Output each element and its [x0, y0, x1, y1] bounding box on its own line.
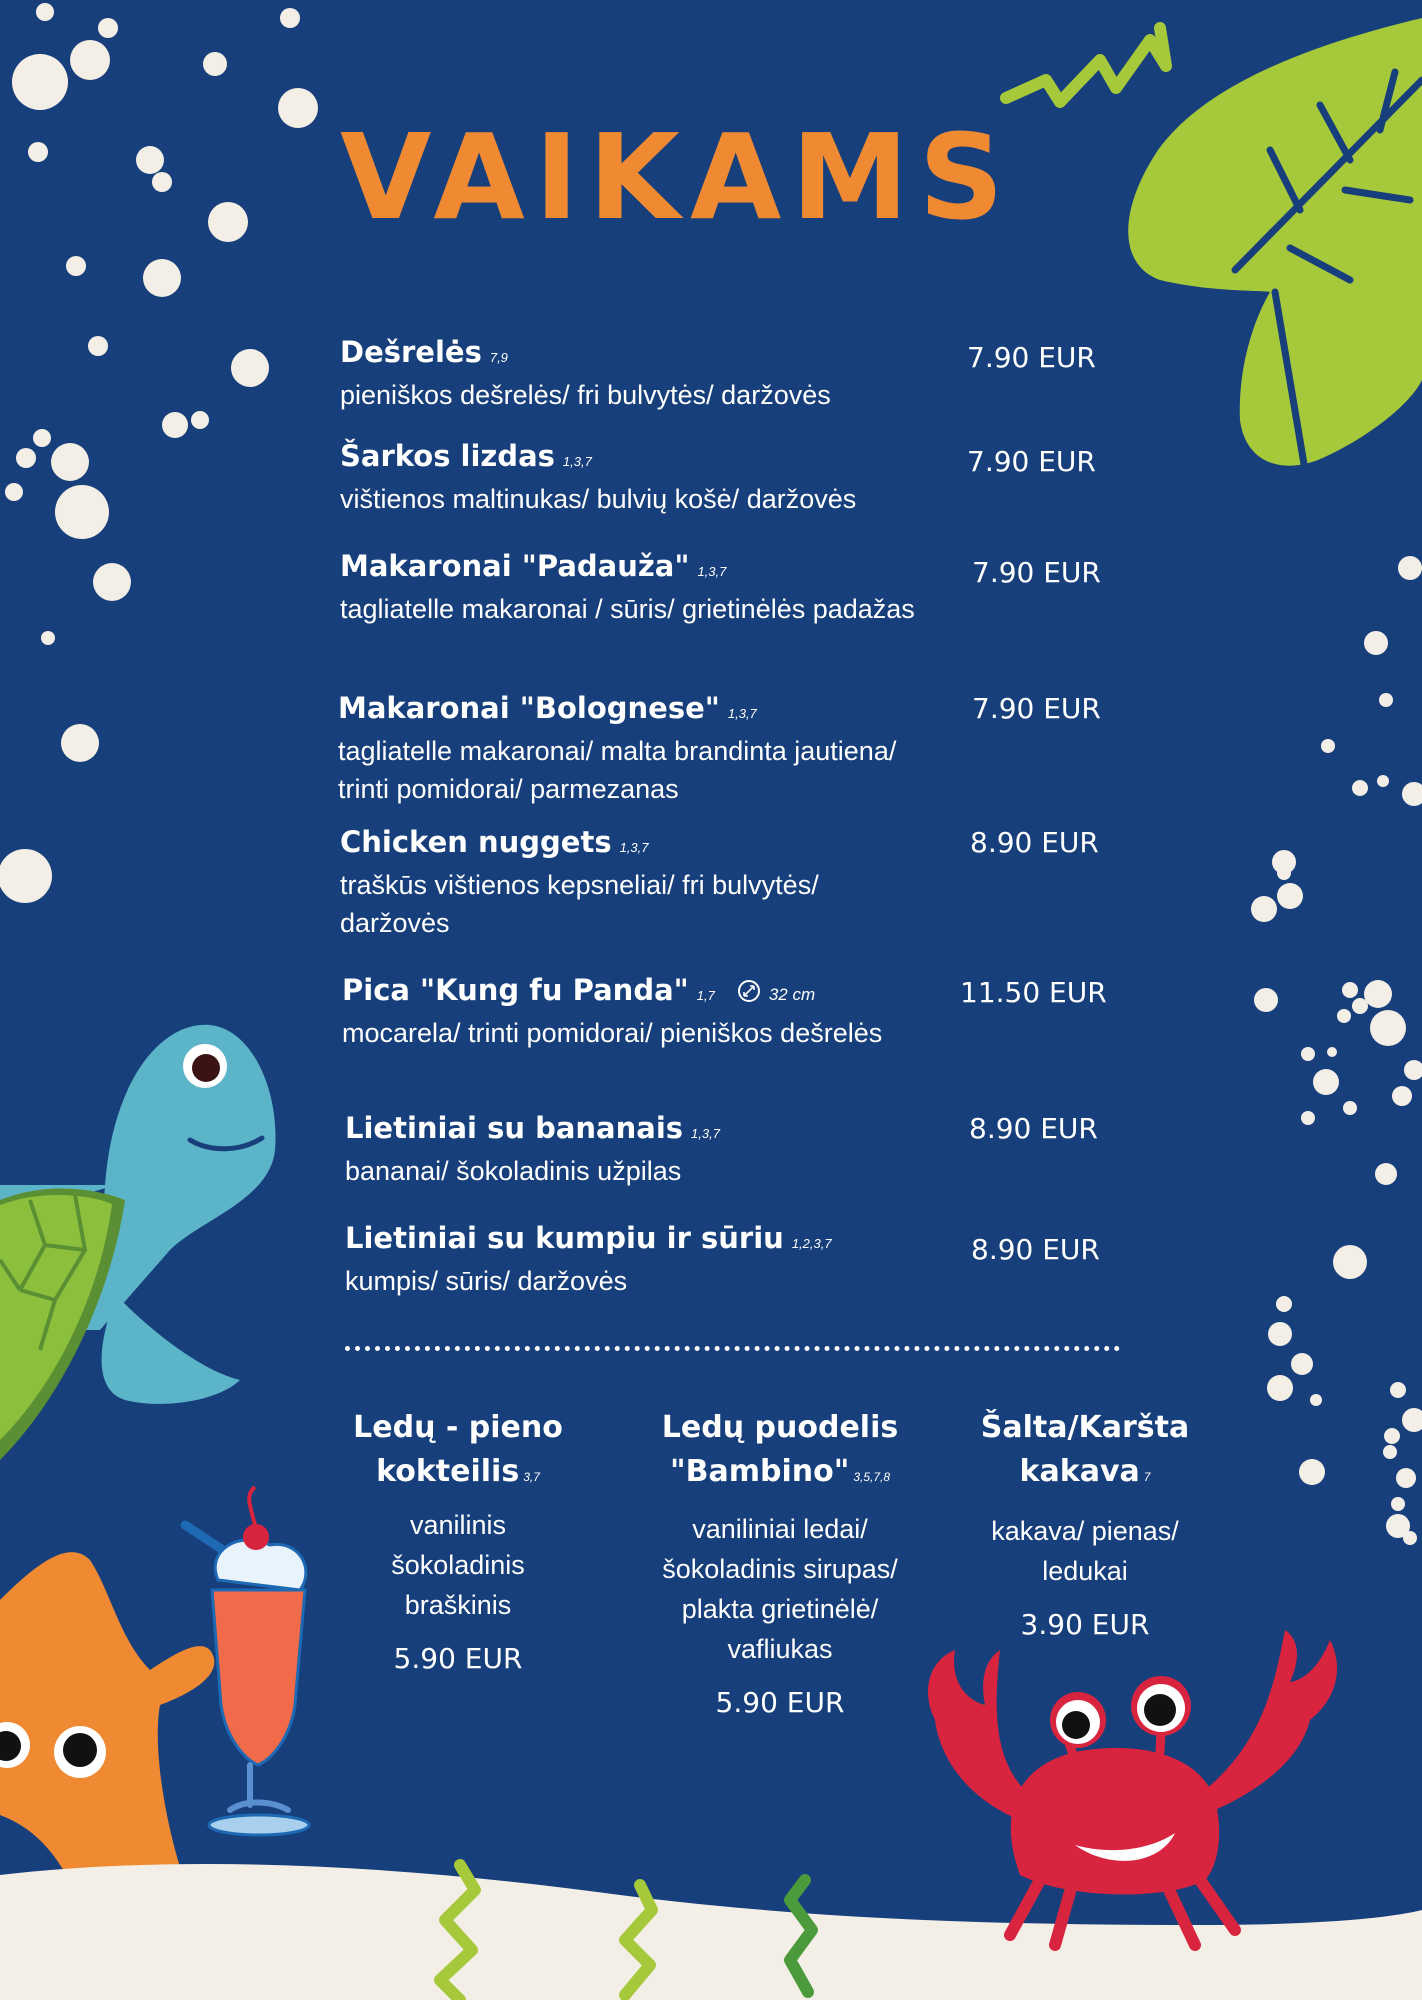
allergen-codes: 1,2,3,7 [791, 1236, 832, 1251]
drink-description: kakava/ pienas/ ledukai [991, 1516, 1179, 1586]
drink-cocoa [950, 1406, 1220, 1645]
item-name: Makaronai "Padauža" [340, 549, 690, 583]
item-name: Lietiniai su bananais [345, 1111, 684, 1145]
allergen-codes: 1,3,7 [697, 564, 727, 579]
item-description: tagliatelle makaronai/ malta brandinta jautiena/ trinti pomidorai/ parmezanas [338, 736, 897, 804]
allergen-codes: 1,3,7 [727, 706, 757, 721]
item-price: 11.50 EUR [960, 976, 1107, 1009]
allergen-codes: 1,7 [696, 988, 715, 1003]
item-name: Makaronai "Bolognese" [338, 691, 720, 725]
size-diameter-icon [737, 979, 761, 1003]
item-price: 7.90 EUR [972, 556, 1101, 589]
item-name: Pica "Kung fu Panda" [342, 973, 689, 1007]
item-name: Lietiniai su kumpiu ir sūriu [345, 1221, 784, 1255]
crab [928, 1630, 1337, 1945]
item-price: 7.90 EUR [967, 445, 1096, 478]
allergen-codes: 7 [1143, 1470, 1151, 1484]
item-price: 7.90 EUR [967, 341, 1096, 374]
pizza-size: 32 cm [768, 985, 816, 1004]
item-description: mocarela/ trinti pomidorai/ pieniškos dešrelės [342, 1018, 883, 1048]
menu-title: VAIKAMS [340, 108, 1014, 246]
allergen-codes: 1,3,7 [691, 1126, 720, 1141]
dessert-name: Ledų puodelis "Bambino" 3,5,7,8 [661, 1410, 899, 1489]
dessert-description: vaniliniai ledai/ šokoladinis sirupas/ plakta grietinėlė/ vafliukas [662, 1514, 898, 1664]
item-name: Dešrelės [340, 335, 482, 369]
item-name: Chicken nuggets [340, 825, 612, 859]
item-name: Šarkos lizdas [340, 439, 555, 473]
item-description: traškūs vištienos kepsneliai/ fri bulvytės/ daržovės [340, 870, 819, 938]
item-description: tagliatelle makaronai / sūris/ grietinėlės padažas [340, 594, 915, 624]
item-price: 8.90 EUR [969, 1112, 1098, 1145]
drink-name: Šalta/Karšta kakava 7 [980, 1410, 1190, 1489]
dessert-price: 5.90 EUR [393, 1642, 523, 1675]
allergen-codes: 3,5,7,8 [853, 1470, 891, 1484]
palm-leaf [1128, 18, 1422, 470]
dessert-description: vanilinis šokoladinis braškinis [391, 1510, 525, 1620]
item-description: pieniškos dešrelės/ fri bulvytės/ daržovės [340, 380, 831, 410]
allergen-codes: 3,7 [523, 1470, 540, 1484]
item-description: vištienos maltinukas/ bulvių košė/ daržovės [340, 484, 857, 514]
item-price: 7.90 EUR [972, 692, 1101, 725]
item-price: 8.90 EUR [971, 1233, 1100, 1266]
item-description: bananai/ šokoladinis užpilas [345, 1156, 682, 1186]
item-price: 8.90 EUR [970, 826, 1099, 859]
dessert-price: 5.90 EUR [715, 1686, 845, 1719]
allergen-codes: 7,9 [489, 350, 508, 365]
zigzag [1006, 28, 1166, 102]
dessert-name: Ledų - pieno kokteilis 3,7 [353, 1410, 563, 1489]
item-description: kumpis/ sūris/ daržovės [345, 1266, 628, 1296]
dotted-divider [345, 1346, 1120, 1351]
allergen-codes: 1,3,7 [562, 454, 592, 469]
turtle [0, 1025, 276, 1460]
dessert-bambino [620, 1406, 940, 1723]
allergen-codes: 1,3,7 [619, 840, 649, 855]
drink-price: 3.90 EUR [1020, 1608, 1150, 1641]
dessert-milkshake [318, 1406, 598, 1679]
